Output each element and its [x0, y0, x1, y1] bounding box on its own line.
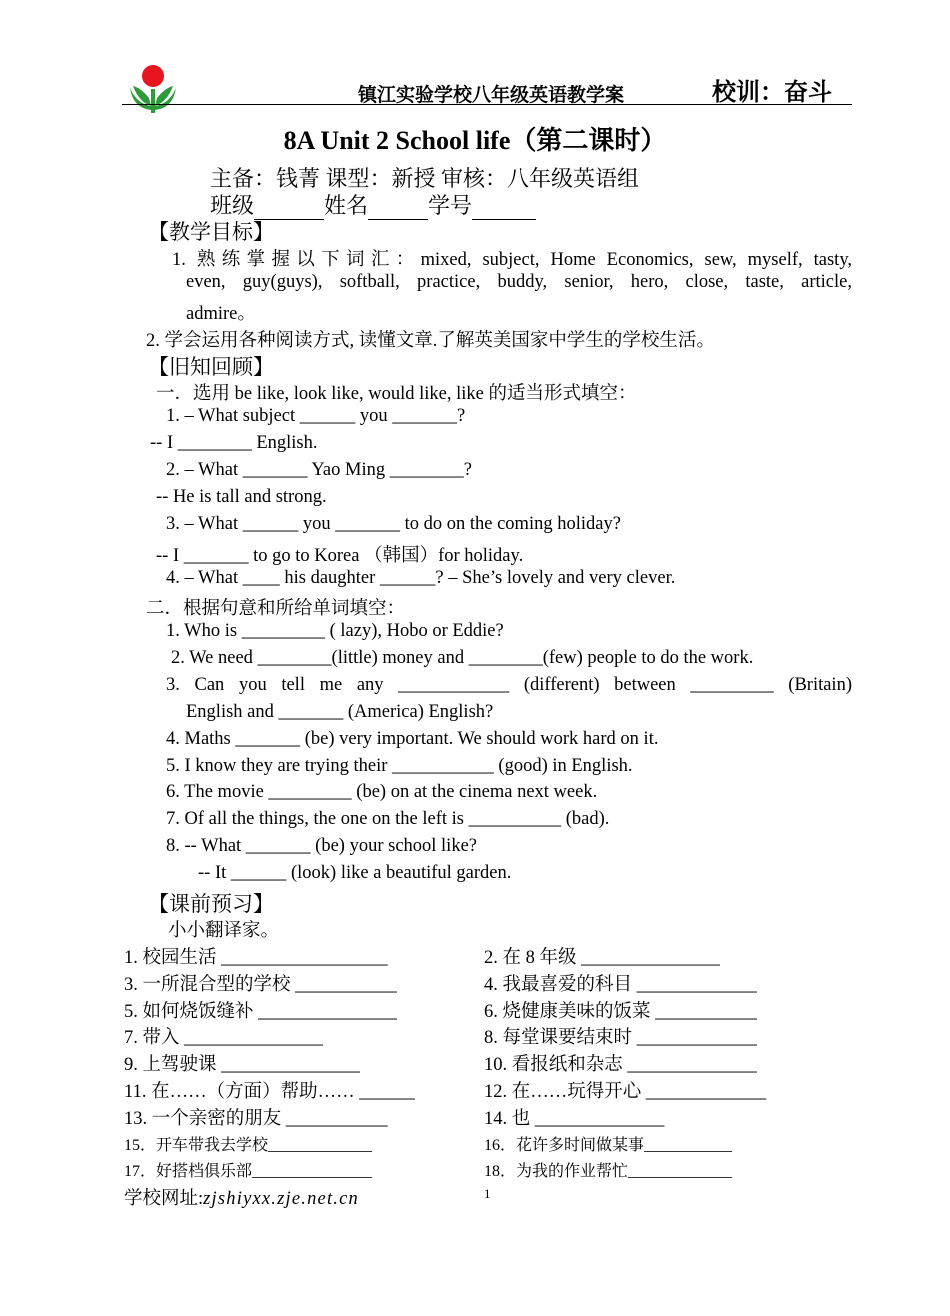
review-part2-title: 二．根据句意和所给单词填空：	[146, 599, 406, 619]
review-part2-line: 6. The movie _________ (be) on at the cinema next week.	[166, 782, 598, 802]
review-part1-line: -- I ________ English.	[150, 433, 318, 453]
goal-item-1-line-2: even, guy(guys), softball, practice, buddy, senior, hero, close, taste, article,	[186, 272, 852, 292]
review-part2-line: 1. Who is _________ ( lazy), Hobo or Eddie?	[166, 621, 504, 641]
translation-item: 10. 看报纸和杂志 ______________	[484, 1055, 757, 1075]
review-part2-line: 2. We need ________(little) money and ________(few) people to do the work.	[171, 648, 754, 668]
name-label: 姓名	[324, 193, 369, 218]
translation-item: 15．开车带我去学校_____________	[124, 1137, 373, 1154]
translation-item: 7. 带入 _______________	[124, 1028, 323, 1048]
review-part1-line: 1. – What subject ______ you _______?	[166, 406, 466, 426]
school-title: 镇江实验学校八年级英语教学案	[358, 84, 625, 106]
translation-item: 14. 也 ______________	[484, 1109, 665, 1129]
review-part1-line: 2. – What _______ Yao Ming ________?	[166, 460, 472, 480]
translation-item: 2. 在 8 年级 _______________	[484, 948, 720, 968]
class-label: 班级	[210, 193, 255, 218]
translation-item: 8. 每堂课要结束时 _____________	[484, 1028, 757, 1048]
meta-line: 主备：钱菁 课型：新授 审核：八年级英语组	[210, 166, 640, 191]
translation-item: 6. 烧健康美味的饭菜 ___________	[484, 1002, 757, 1022]
translation-item: 11. 在……（方面）帮助…… ______	[124, 1082, 415, 1102]
translation-item: 13. 一个亲密的朋友 ___________	[124, 1109, 388, 1129]
preview-heading: 【课前预习】	[148, 892, 274, 916]
review-part2-line: 7. Of all the things, the one on the left is __________ (bad).	[166, 809, 610, 829]
website-label: 学校网址:	[124, 1189, 204, 1209]
header-divider	[122, 104, 852, 105]
footer-website	[124, 1184, 359, 1210]
translation-item: 4. 我最喜爱的科目 _____________	[484, 975, 757, 995]
id-label: 学号	[428, 193, 473, 218]
id-blank[interactable]	[472, 199, 536, 220]
goal-item-2: 2. 学会运用各种阅读方式, 读懂文章.了解英美国家中学生的学校生活。	[146, 331, 715, 351]
school-logo-icon	[127, 62, 179, 114]
review-part1-line: -- He is tall and strong.	[156, 487, 327, 507]
goal-item-1-line-3: admire。	[186, 304, 256, 324]
translation-item: 16．花许多时间做某事___________	[484, 1137, 733, 1154]
review-part2-line: 3. Can you tell me any ____________ (different) between _________ (Britain)	[166, 675, 852, 695]
translation-item: 3. 一所混合型的学校 ___________	[124, 975, 397, 995]
preview-intro: 小小翻译家。	[168, 921, 280, 941]
review-part2-line: English and _______ (America) English?	[186, 702, 494, 722]
translation-item: 1. 校园生活 __________________	[124, 948, 388, 968]
translation-item: 5. 如何烧饭缝补 _______________	[124, 1002, 397, 1022]
school-motto: 校训：奋斗	[712, 77, 832, 106]
review-part1-line: -- I _______ to go to Korea （韩国）for holiday.	[156, 546, 524, 566]
review-part1-line: 3. – What ______ you _______ to do on the coming holiday?	[166, 514, 621, 534]
page-number: 1	[484, 1186, 491, 1201]
review-part2-line: 4. Maths _______ (be) very important. We should work hard on it.	[166, 729, 659, 749]
review-heading: 【旧知回顾】	[148, 355, 274, 379]
review-part2-line: -- It ______ (look) like a beautiful garden.	[198, 863, 512, 883]
name-blank[interactable]	[368, 199, 428, 220]
review-part2-line: 8. -- What _______ (be) your school like?	[166, 836, 477, 856]
page-title: 8A Unit 2 School life（第二课时）	[283, 126, 667, 155]
review-part1-line: 4. – What ____ his daughter ______? – She’s lovely and very clever.	[166, 568, 676, 588]
translation-item: 18．为我的作业帮忙_____________	[484, 1163, 733, 1180]
goals-heading: 【教学目标】	[148, 220, 274, 244]
review-part1-title: 一．选用 be like, look like, would like, like 的适当形式填空：	[156, 384, 637, 404]
website-url[interactable]: zjshiyxx.zje.net.cn	[203, 1189, 359, 1209]
translation-item: 12. 在……玩得开心 _____________	[484, 1082, 767, 1102]
translation-item: 9. 上驾驶课 _______________	[124, 1055, 360, 1075]
goal-item-1-line-1: 1. 熟练掌握以下词汇：mixed, subject, Home Economics, sew, myself, tasty,	[172, 250, 852, 270]
translation-item: 17．好搭档俱乐部_______________	[124, 1163, 373, 1180]
review-part2-line: 5. I know they are trying their ___________ (good) in English.	[166, 756, 633, 776]
